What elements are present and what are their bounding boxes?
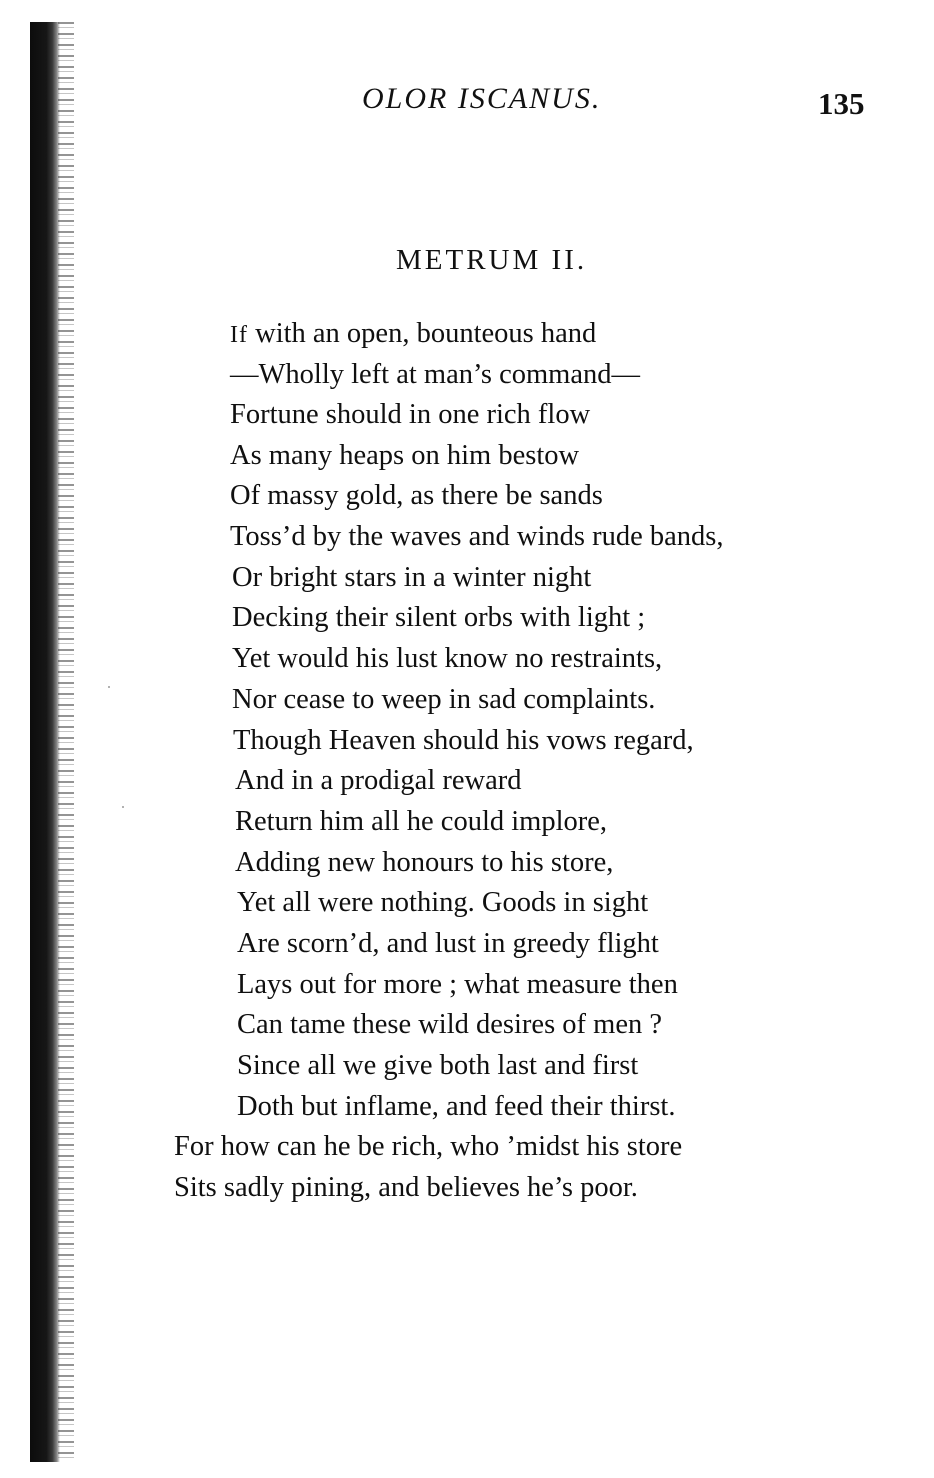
poem-line: Since all we give both last and first (237, 1050, 639, 1081)
poem-line: Yet all were nothing. Goods in sight (237, 887, 649, 918)
poem-line: Toss’d by the waves and winds rude bands, (230, 521, 724, 552)
first-line-rest: with an open, bounteous hand (247, 318, 597, 349)
poem-line: Decking their silent orbs with light ; (232, 602, 646, 633)
page-number: 135 (818, 86, 865, 121)
poem-line: Adding new honours to his store, (235, 847, 614, 878)
poem-line (230, 317, 596, 352)
poem-line: As many heaps on him bestow (230, 440, 580, 471)
running-title: OLOR ISCANUS. (362, 82, 602, 115)
poem-line: Or bright stars in a winter night (232, 562, 592, 593)
poem-line: Can tame these wild desires of men ? (237, 1009, 662, 1040)
poem-line: Are scorn’d, and lust in greedy flight (237, 928, 659, 959)
poem-line: Nor cease to weep in sad complaints. (232, 684, 656, 715)
poem-line: Return him all he could implore, (235, 806, 608, 837)
poem-line: Sits sadly pining, and believes he’s poor. (174, 1172, 638, 1203)
poem-line: —Wholly left at man’s command— (230, 359, 640, 390)
poem-line: Yet would his lust know no restraints, (232, 643, 663, 674)
poem-line: Lays out for more ; what measure then (237, 969, 678, 1000)
poem-line: For how can he be rich, who ’midst his store (174, 1131, 683, 1162)
first-line-lead: If (230, 322, 248, 348)
section-title: METRUM II. (396, 244, 588, 276)
poem-line: And in a prodigal reward (235, 765, 522, 796)
poem-line: Though Heaven should his vows regard, (233, 725, 694, 756)
poem-line: Fortune should in one rich flow (230, 399, 591, 430)
poem-line: Of massy gold, as there be sands (230, 480, 603, 511)
poem-line: Doth but inflame, and feed their thirst. (237, 1091, 676, 1122)
binding-edge (30, 22, 60, 1462)
scan-speck (108, 686, 110, 688)
scan-speck (122, 806, 124, 808)
